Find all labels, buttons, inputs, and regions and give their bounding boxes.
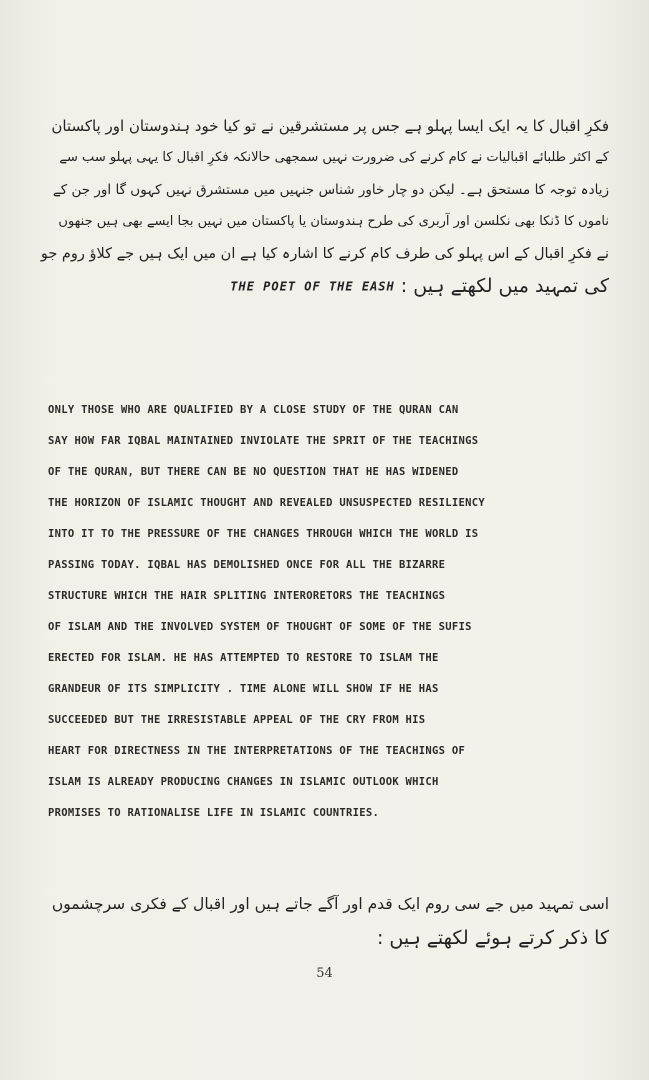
quote-line: ISLAM IS ALREADY PRODUCING CHANGES IN ISLAMIC OUTLOOK WHICH (48, 776, 439, 788)
page-number: 54 (316, 966, 333, 981)
urdu-line: اسی تمہید میں جے سی روم ایک قدم اور آگے جاتے ہیں اور اقبال کے فکری سرچشموں (51, 895, 609, 913)
urdu-line-prefix: کی تمہید میں لکھتے ہیں : (400, 275, 609, 297)
quote-line: GRANDEUR OF ITS SIMPLICITY . TIME ALONE WILL SHOW IF HE HAS (48, 683, 439, 695)
quote-line: SAY HOW FAR IQBAL MAINTAINED INVIOLATE THE SPRIT OF THE TEACHINGS (48, 435, 479, 447)
quote-line: HEART FOR DIRECTNESS IN THE INTERPRETATIONS OF THE TEACHINGS OF (48, 745, 466, 757)
english-quotation (48, 395, 608, 829)
quote-line: ERECTED FOR ISLAM. HE HAS ATTEMPTED TO RESTORE TO ISLAM THE (48, 652, 439, 664)
urdu-line: زیادہ توجہ کا مستحق ہے۔ لیکن دو چار خاور شناس جنہیں میں مستشرق نہیں کہوں گا اور جن کے (52, 182, 609, 198)
quote-line: OF ISLAM AND THE INVOLVED SYSTEM OF THOUGHT OF SOME OF THE SUFIS (48, 621, 472, 633)
quote-line: THE HORIZON OF ISLAMIC THOUGHT AND REVEALED UNSUSPECTED RESILIENCY (48, 497, 486, 509)
urdu-closing-paragraph (39, 888, 609, 956)
urdu-line: کا ذکر کرتے ہوئے لکھتے ہیں : (376, 927, 609, 949)
urdu-line: فکرِ اقبال کا یہ ایک ایسا پہلو ہے جس پر مستشرقین نے تو کیا خود ہندوستان اور پاکستان (51, 117, 609, 135)
quote-line: PASSING TODAY. IQBAL HAS DEMOLISHED ONCE FOR ALL THE BIZARRE (48, 559, 446, 571)
urdu-intro-paragraph (39, 110, 609, 302)
quote-line: PROMISES TO RATIONALISE LIFE IN ISLAMIC COUNTRIES. (48, 807, 380, 819)
urdu-line: ناموں کا ڈنکا بھی نکلسن اور آربری کی طرح ہندوستان یا پاکستان میں نہیں بجا ایسے بھی ہیں جنھوں (58, 214, 609, 229)
urdu-line-with-book-title (39, 270, 609, 302)
book-title: THE POET OF THE EASH (230, 279, 395, 294)
quote-line: SUCCEEDED BUT THE IRRESISTABLE APPEAL OF THE CRY FROM HIS (48, 714, 426, 726)
urdu-line: کے اکثر طلبائے اقبالیات نے کام کرنے کی ضرورت نہیں سمجھی حالانکہ فکرِ اقبال کا یہی پہلو سب سے (59, 150, 609, 165)
quote-line: ONLY THOSE WHO ARE QUALIFIED BY A CLOSE STUDY OF THE QURAN CAN (48, 404, 459, 416)
quote-line: INTO IT TO THE PRESSURE OF THE CHANGES THROUGH WHICH THE WORLD IS (48, 528, 479, 540)
urdu-line: نے فکرِ اقبال کے اس پہلو کی طرف کام کرنے کا اشارہ کیا ہے ان میں ایک ہیں جے کلاؤ روم جو (40, 246, 609, 262)
quote-line: OF THE QURAN, BUT THERE CAN BE NO QUESTION THAT HE HAS WIDENED (48, 466, 459, 478)
quote-line: STRUCTURE WHICH THE HAIR SPLITING INTERORETORS THE TEACHINGS (48, 590, 446, 602)
